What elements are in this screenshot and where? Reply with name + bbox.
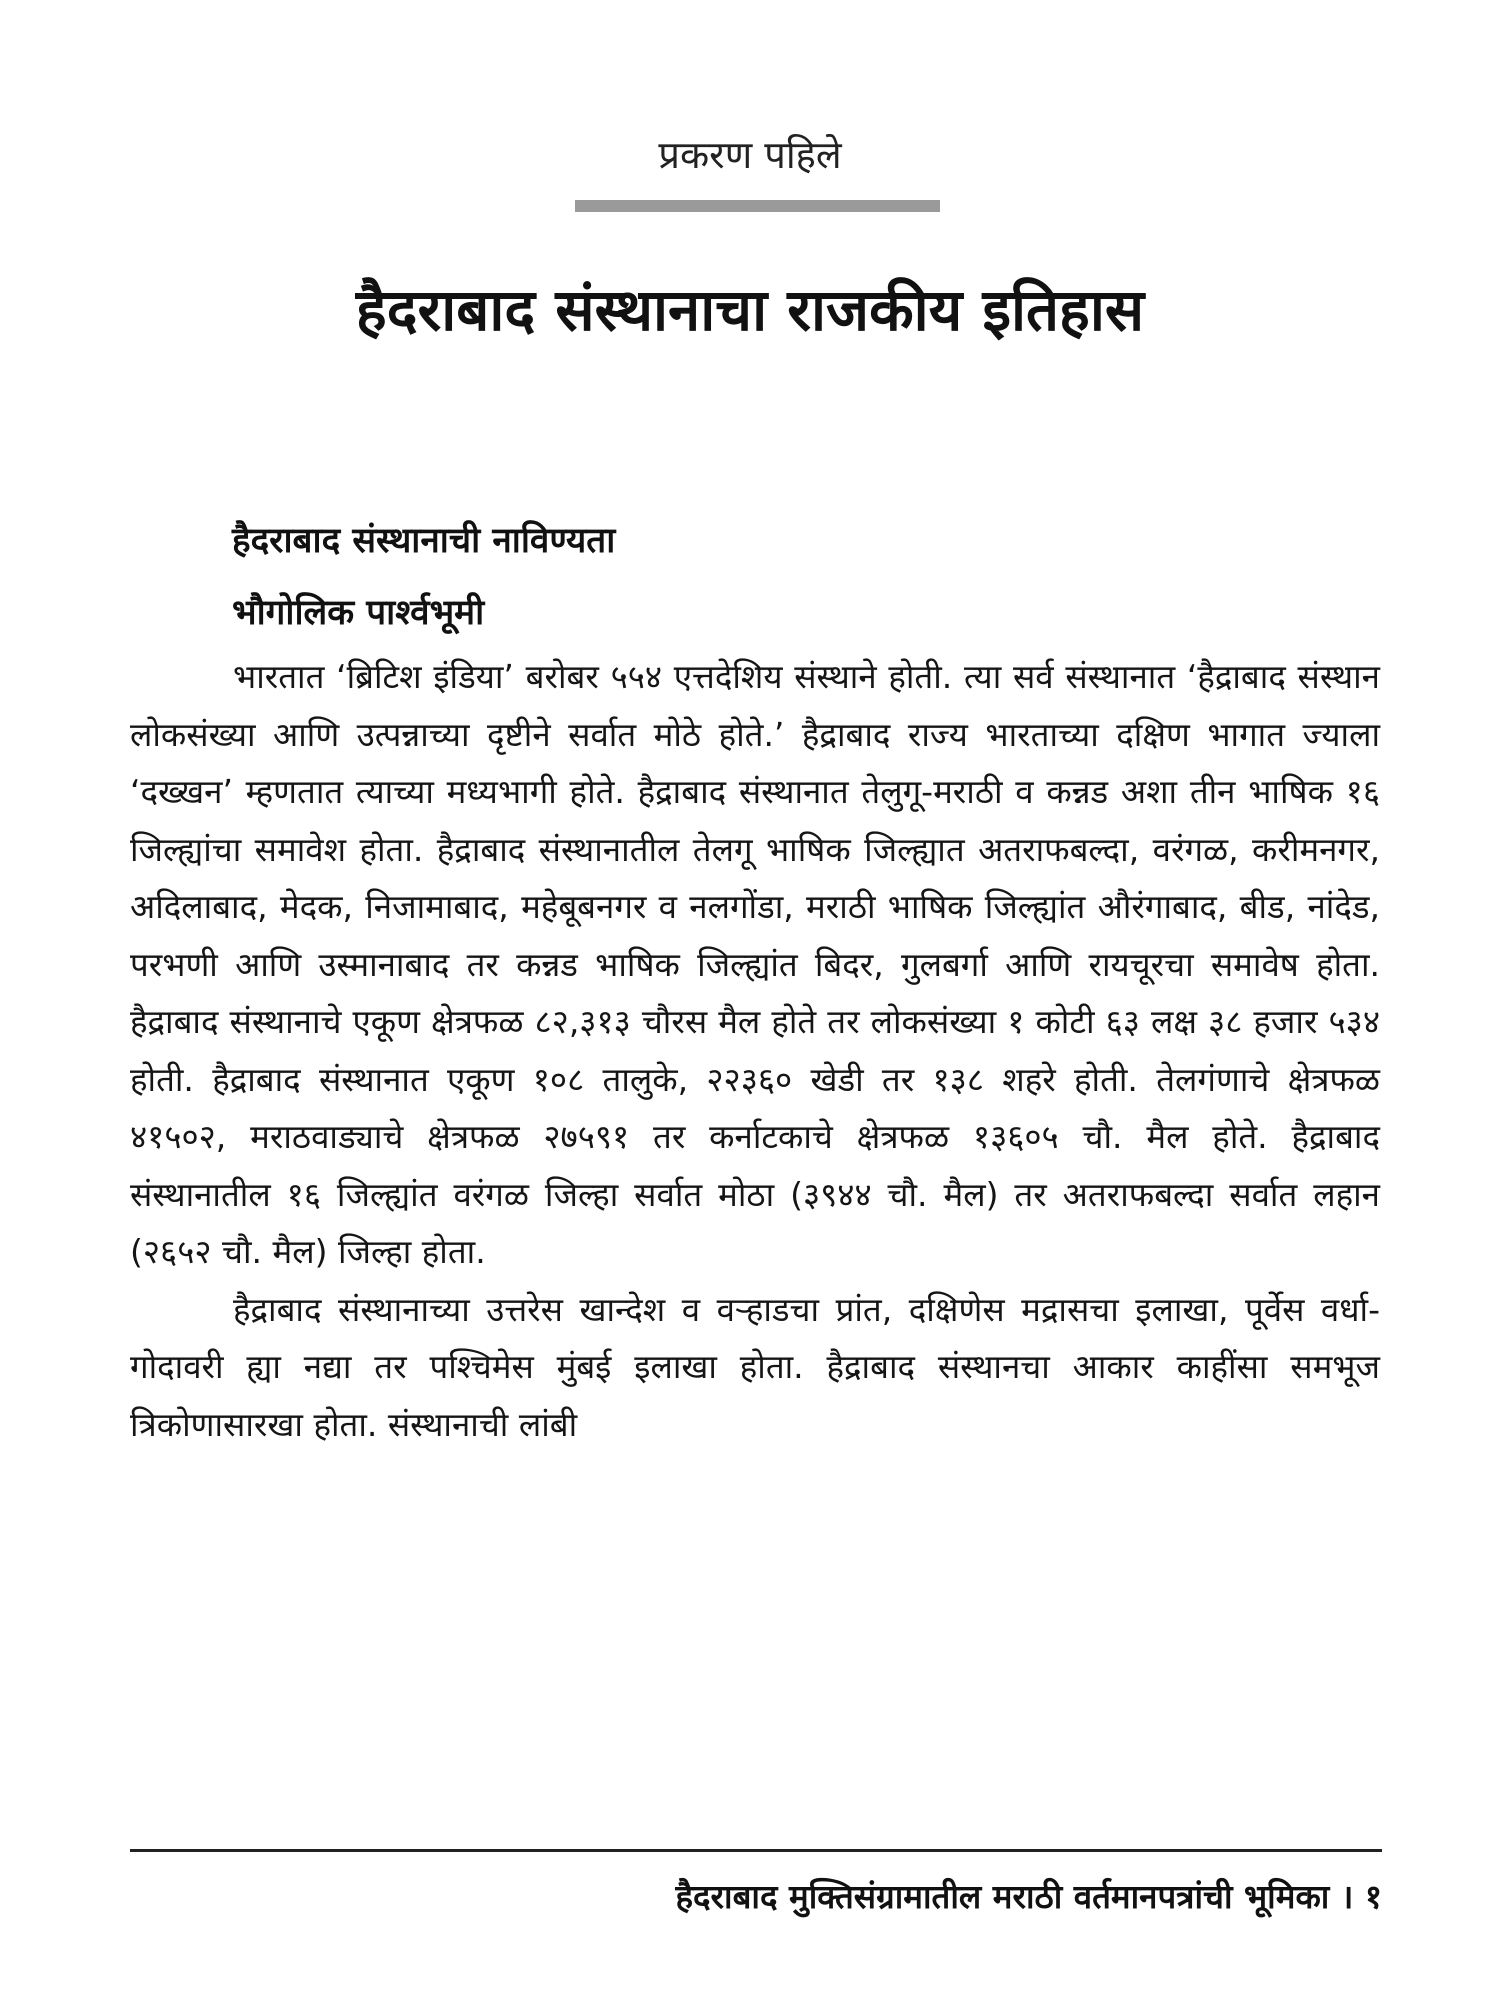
section-heading-geography: भौगोलिक पार्श्वभूमी — [232, 593, 485, 633]
body-text — [130, 648, 1380, 1453]
chapter-title: हैदराबाद संस्थानाचा राजकीय इतिहास — [355, 276, 1145, 344]
section-heading-novelty: हैदराबाद संस्थानाची नाविण्यता — [232, 521, 616, 561]
chapter-divider — [575, 200, 940, 212]
paragraph-1: भारतात ‘ब्रिटिश इंडिया’ बरोबर ५५४ एत्तदेशिय संस्थाने होती. त्या सर्व संस्थानात ‘हैद्राबाद संस्थान लोकसंख्या आणि उत्पन्नाच्या दृष्टीने सर्वात मोठे होते.’ हैद्राबाद राज्य भारताच्या दक्षिण भागात ज्याला ‘दख्खन’ म्हणतात त्याच्या मध्यभागी होते. हैद्राबाद संस्थानात तेलुगू-मराठी व कन्नड अशा तीन भाषिक १६ जिल्ह्यांचा समावेश होता. हैद्राबाद संस्थानातील तेलगू भाषिक जिल्ह्यात अतराफबल्दा, वरंगळ, करीमनगर, अदिलाबाद, मेदक, निजामाबाद, महेबूबनगर व नलगोंडा, मराठी भाषिक जिल्ह्यांत औरंगाबाद, बीड, नांदेड, परभणी आणि उस्मानाबाद तर कन्नड भाषिक जिल्ह्यांत बिदर, गुलबर्गा आणि रायचूरचा समावेष होता. हैद्राबाद संस्थानाचे एकूण क्षेत्रफळ ८२,३१३ चौरस मैल होते तर लोकसंख्या १ कोटी ६३ लक्ष ३८ हजार ५३४ होती. हैद्राबाद संस्थानात एकूण १०८ तालुके, २२३६० खेडी तर १३८ शहरे होती. तेलगंणाचे क्षेत्रफळ ४१५०२, मराठवाड्याचे क्षेत्रफळ २७५९१ तर कर्नाटकाचे क्षेत्रफळ १३६०५ चौ. मैल होते. हैद्राबाद संस्थानातील १६ जिल्ह्यांत वरंगळ जिल्हा सर्वात मोठा (३९४४ चौ. मैल) तर अतराफबल्दा सर्वात लहान (२६५२ चौ. मैल) जिल्हा होता. — [130, 657, 1380, 1271]
chapter-label: प्रकरण पहिले — [658, 133, 842, 177]
paragraph-2: हैद्राबाद संस्थानाच्या उत्तरेस खान्देश व वऱ्हाडचा प्रांत, दक्षिणेस मद्रासचा इलाखा, पूर्वेस वर्धा- गोदावरी ह्या नद्या तर पश्चिमेस मुंबई इलाखा होता. हैद्राबाद संस्थानचा आकार काहींसा समभूज त्रिकोणासारखा होता. संस्थानाची लांबी — [130, 1289, 1380, 1444]
running-footer: हैदराबाद मुक्तिसंग्रामातील मराठी वर्तमानपत्रांची भूमिका । १ — [675, 1877, 1382, 1916]
footer-divider — [130, 1849, 1382, 1852]
